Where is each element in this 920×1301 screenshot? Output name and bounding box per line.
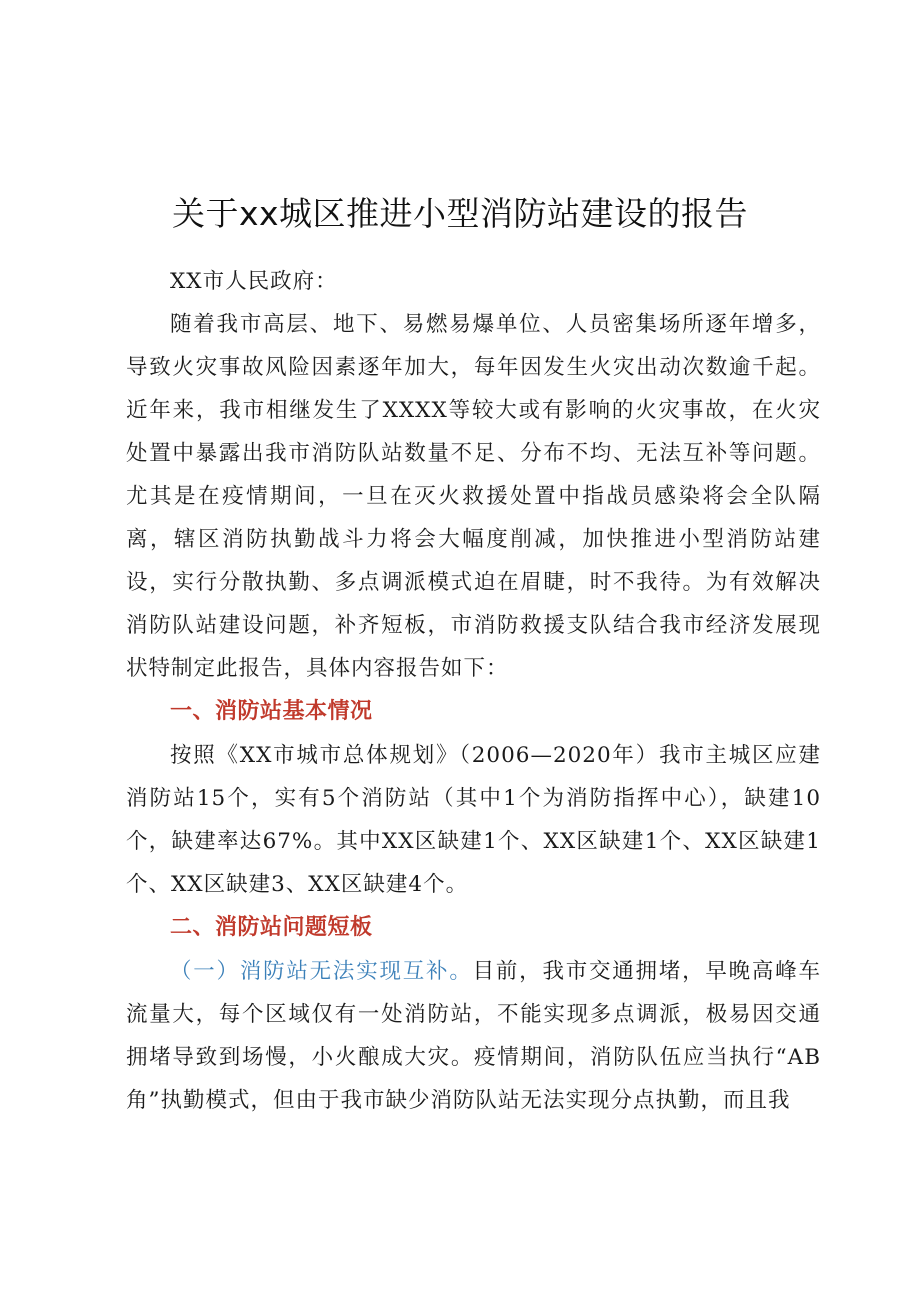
salutation: XX市人民政府： — [170, 269, 338, 294]
subsection-text-1: 目前，我市交通拥堵，早晚高峰车流量大，每个区域仅有一处消防站，不能实现多点调派，极易因交通拥堵导致到场慢，小火酿成大灾。疫情期间，消防队伍应当执行“AB角”执勤模式，但由于我市缺少消防队站无法实现分点执勤，而且我 — [126, 959, 821, 1113]
document-title: 关于xx城区推进小型消防站建设的报告 — [171, 194, 749, 233]
section-heading-2: 二、消防站问题短板 — [170, 915, 373, 940]
document-body — [126, 260, 821, 1122]
section-heading-1: 一、消防站基本情况 — [170, 699, 373, 724]
section-2-paragraph — [126, 950, 821, 1122]
subsection-title-1: （一）消防站无法实现互补。 — [170, 959, 473, 984]
section-1-paragraph: 按照《XX市城市总体规划》（2006—2020年）我市主城区应建消防站15个，实有5个消防站（其中1个为消防指挥中心），缺建10个，缺建率达67%。其中XX区缺建1个、XX区缺建1个、XX区缺建1个、XX区缺建3、XX区缺建4个。 — [126, 743, 821, 897]
intro-paragraph: 随着我市高层、地下、易燃易爆单位、人员密集场所逐年增多，导致火灾事故风险因素逐年加大，每年因发生火灾出动次数逾千起。近年来，我市相继发生了XXXX等较大或有影响的火灾事故，在火灾处置中暴露出我市消防队站数量不足、分布不均、无法互补等问题。尤其是在疫情期间，一旦在灭火救援处置中指战员感染将会全队隔离，辖区消防执勤战斗力将会大幅度削减，加快推进小型消防站建设，实行分散执勤、多点调派模式迫在眉睫，时不我待。为有效解决消防队站建设问题，补齐短板，市消防救援支队结合我市经济发展现状特制定此报告，具体内容报告如下： — [126, 312, 821, 681]
